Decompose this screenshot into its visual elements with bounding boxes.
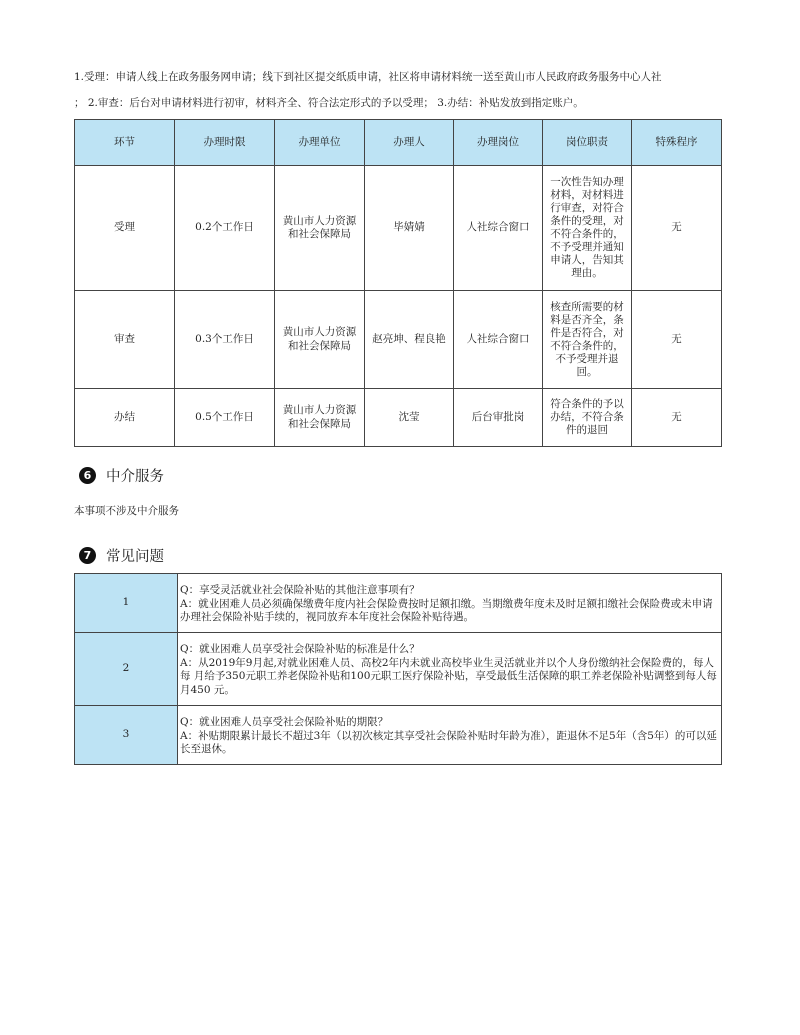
cell-duty: 一次性告知办理材料，对材料进行审查，对符合条件的受理，对不符合条件的，不予受理并通知申请人，告知其理由。: [543, 166, 632, 291]
process-intro: [74, 64, 734, 116]
faq-table: [74, 573, 722, 765]
header-person: 办理人: [365, 120, 454, 166]
cell-person: 毕婧婧: [365, 166, 454, 291]
section-number-badge: 6: [79, 467, 96, 484]
header-special: 特殊程序: [632, 120, 722, 166]
faq-index: 3: [75, 706, 178, 765]
faq-index: 1: [75, 574, 178, 633]
cell-special: 无: [632, 389, 722, 447]
header-step: 环节: [75, 120, 175, 166]
header-duty: 岗位职责: [543, 120, 632, 166]
faq-row: [75, 633, 722, 706]
faq-row: [75, 706, 722, 765]
faq-answer: A：就业困难人员必须确保缴费年度内社会保险费按时足额扣缴。当期缴费年度未及时足额扣缴社会保险费或未申请办理社会保险补贴手续的，视同放弃本年度社会保险补贴待遇。: [180, 597, 713, 623]
faq-question: Q：享受灵活就业社会保险补贴的其他注意事项有？: [180, 584, 420, 596]
cell-step: 办结: [75, 389, 175, 447]
faq-answer: A：补贴期限累计最长不超过3年（以初次核定其享受社会保险补贴时年龄为准），距退休不足5年（含5年）的可以延长至退休。: [180, 729, 717, 755]
cell-post: 人社综合窗口: [454, 291, 543, 389]
faq-question: Q：就业困难人员享受社会保险补贴的标准是什么？: [180, 643, 420, 655]
cell-person: 沈莹: [365, 389, 454, 447]
faq-content: [178, 574, 722, 633]
cell-person: 赵亮坤、程良艳: [365, 291, 454, 389]
cell-step: 审查: [75, 291, 175, 389]
faq-content: [178, 633, 722, 706]
section-heading-intermediary: [79, 465, 164, 486]
cell-duty: 核查所需要的材料是否齐全，条件是否符合，对不符合条件的，不予受理并退回。: [543, 291, 632, 389]
cell-time: 0.5个工作日: [175, 389, 275, 447]
cell-post: 人社综合窗口: [454, 166, 543, 291]
header-unit: 办理单位: [275, 120, 365, 166]
table-row: [75, 166, 722, 291]
cell-time: 0.2个工作日: [175, 166, 275, 291]
cell-step: 受理: [75, 166, 175, 291]
cell-time: 0.3个工作日: [175, 291, 275, 389]
section-heading-faq: [79, 545, 164, 566]
intermediary-note: 本事项不涉及中介服务: [74, 505, 179, 517]
cell-special: 无: [632, 291, 722, 389]
faq-content: [178, 706, 722, 765]
cell-unit: 黄山市人力资源和社会保障局: [275, 389, 365, 447]
section-title: 中介服务: [106, 469, 164, 485]
cell-post: 后台审批岗: [454, 389, 543, 447]
cell-duty: 符合条件的予以办结，不符合条件的退回: [543, 389, 632, 447]
section-number-badge: 7: [79, 547, 96, 564]
section-title: 常见问题: [106, 549, 164, 565]
cell-special: 无: [632, 166, 722, 291]
table-row: [75, 389, 722, 447]
cell-unit: 黄山市人力资源和社会保障局: [275, 291, 365, 389]
header-post: 办理岗位: [454, 120, 543, 166]
process-table: [74, 119, 722, 447]
faq-answer: A：从2019年9月起,对就业困难人员、高校2年内未就业高校毕业生灵活就业并以个人身份缴纳社会保险费的，每人每 月给予350元职工养老保险补贴和100元职工医疗保险补贴，享受最低生活保障的职工养老保险补贴调整到每人每月450 元。: [180, 656, 717, 696]
cell-unit: 黄山市人力资源和社会保障局: [275, 166, 365, 291]
intro-line-1: 1.受理：申请人线上在政务服务网申请；线下到社区提交纸质申请，社区将申请材料统一送至黄山市人民政府政务服务中心人社: [74, 71, 662, 83]
faq-question: Q：就业困难人员享受社会保险补贴的期限？: [180, 716, 389, 728]
faq-index: 2: [75, 633, 178, 706]
table-row: [75, 291, 722, 389]
header-time: 办理时限: [175, 120, 275, 166]
intro-line-2: ； 2.审查：后台对申请材料进行初审，材料齐全、符合法定形式的予以受理； 3.办结：补贴发放到指定账户。: [74, 97, 584, 109]
faq-row: [75, 574, 722, 633]
table-header-row: [75, 120, 722, 166]
